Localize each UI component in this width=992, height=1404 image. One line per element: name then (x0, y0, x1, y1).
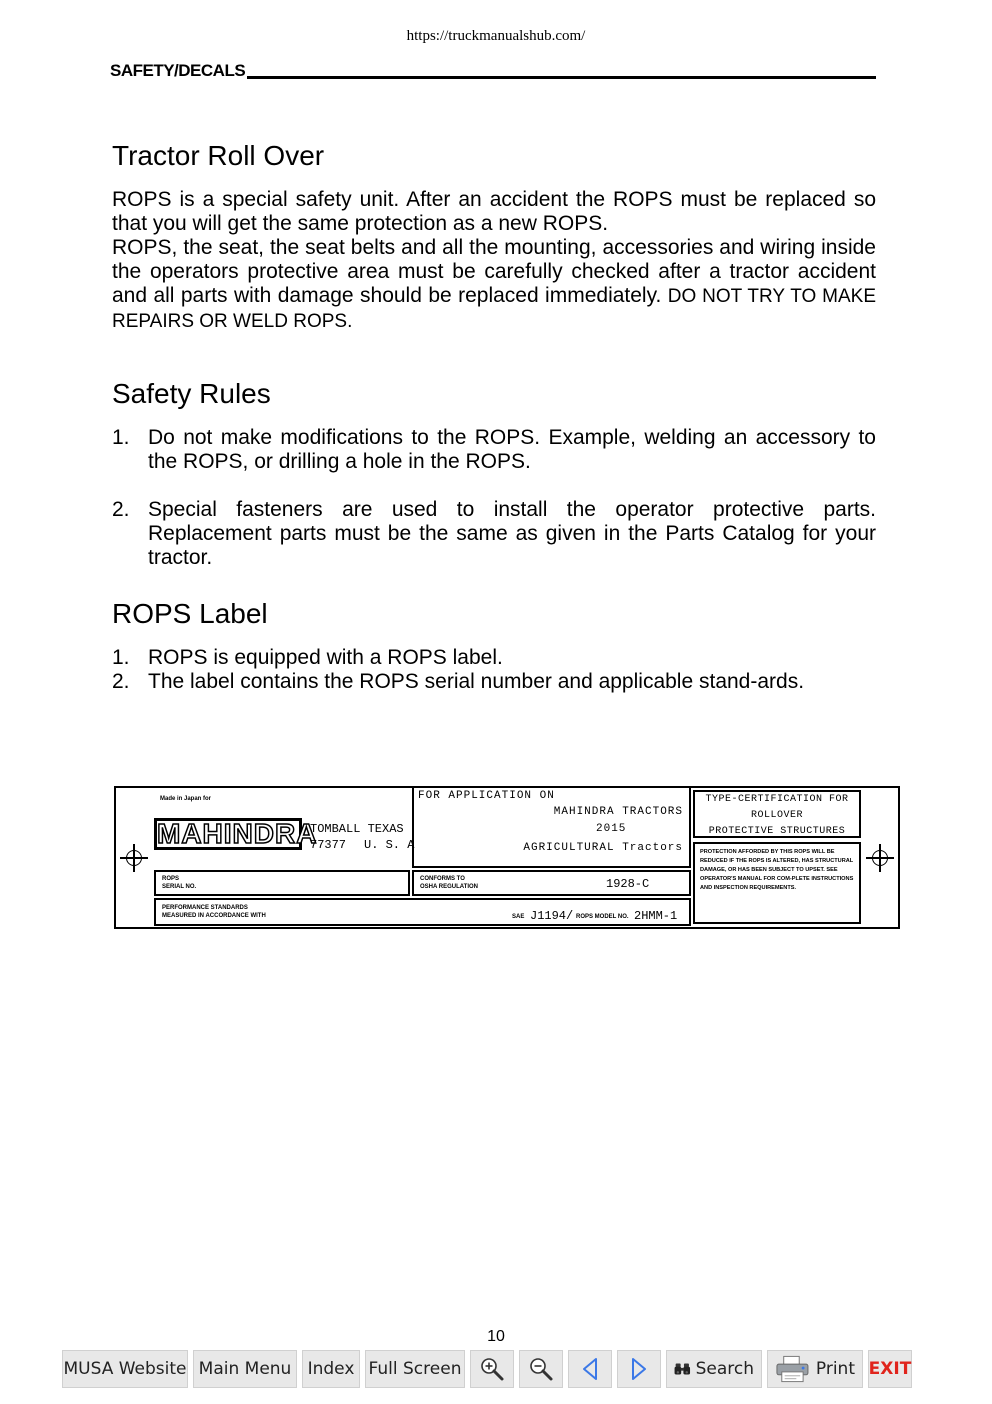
list-number: 2. (112, 670, 130, 693)
running-header-title: SAFETY/DECALS (110, 61, 246, 80)
next-page-button[interactable] (617, 1350, 661, 1388)
page-content (112, 140, 876, 738)
zoom-in-button[interactable] (470, 1350, 514, 1388)
osha-label: OSHA REGULATION (420, 884, 478, 890)
list-item (112, 646, 876, 670)
binoculars-icon (674, 1357, 691, 1381)
list-number: 1. (112, 646, 130, 669)
rops-label-illustration (114, 786, 900, 929)
country-text: U. S. A (364, 838, 415, 852)
performance-label: MEASURED IN ACCORDANCE WITH (162, 913, 266, 919)
serial-box (154, 870, 410, 896)
search-button[interactable] (666, 1350, 762, 1388)
list-item (112, 670, 876, 694)
section-rollover (112, 140, 876, 334)
application-header: FOR APPLICATION ON (418, 790, 555, 802)
zoom-out-icon (528, 1356, 554, 1382)
sae-label: SAE (512, 914, 525, 920)
header-rule (247, 76, 876, 79)
section-rops-label (112, 598, 876, 694)
section-title: Safety Rules (112, 378, 271, 409)
crosshair-icon (120, 844, 148, 872)
running-header (110, 60, 876, 80)
full-screen-button[interactable]: Full Screen (365, 1350, 465, 1388)
crosshair-icon (866, 844, 894, 872)
serial-label: ROPS (162, 876, 180, 882)
exit-button[interactable]: EXIT (868, 1350, 912, 1388)
zip-text: 77377 (310, 838, 347, 852)
previous-page-button[interactable] (568, 1350, 612, 1388)
list-number: 1. (112, 426, 130, 449)
print-button[interactable] (767, 1350, 863, 1388)
made-in-text: Made in Japan for (160, 796, 212, 802)
zoom-in-icon (479, 1356, 505, 1382)
warning-text: DO NOT TRY TO MAKE REPAIRS OR WELD ROPS. (112, 286, 876, 332)
model-value: 2HMM-1 (634, 909, 678, 923)
performance-box (154, 898, 691, 926)
zoom-out-button[interactable] (519, 1350, 563, 1388)
osha-label: CONFORMS TO (420, 876, 465, 882)
list-text: Special fasteners are used to install the operator protective parts. Replacement parts must be the same as given in the Parts Catalog for your tractor. (148, 498, 876, 569)
type-cert-box (693, 790, 861, 838)
list-text: ROPS is equipped with a ROPS label. (148, 646, 503, 669)
serial-label: SERIAL NO. (162, 884, 197, 890)
paragraph-text: ROPS, the seat, the seat belts and all the mounting, accessories and wiring inside the operators protective area must be carefully checked after a tractor accident and all parts with damage should be replaced immediately. (112, 236, 876, 307)
type-cert-line: TYPE-CERTIFICATION FOR (705, 794, 849, 805)
rules-list (112, 426, 876, 570)
type-cert-line: ROLLOVER (750, 810, 803, 821)
performance-label: PERFORMANCE STANDARDS (162, 905, 248, 911)
warning-box (693, 842, 861, 924)
osha-value: 1928-C (606, 877, 650, 891)
section-title: ROPS Label (112, 598, 268, 629)
printer-icon (775, 1355, 810, 1383)
source-url: https://truckmanualshub.com/ (406, 28, 586, 44)
list-number: 2. (112, 498, 130, 521)
mahindra-logo: MAHINDRA (154, 818, 302, 850)
bottom-nav-bar (62, 1350, 912, 1390)
city-text: TOMBALL TEXAS (310, 822, 404, 836)
application-line: AGRICULTURAL Tractors (523, 842, 683, 854)
section-title: Tractor Roll Over (112, 140, 325, 171)
triangle-right-icon (628, 1356, 650, 1382)
list-text: The label contains the ROPS serial number and applicable stand-ards. (148, 670, 805, 693)
main-menu-button[interactable]: Main Menu (193, 1350, 297, 1388)
list-item (112, 498, 876, 570)
application-line: MAHINDRA TRACTORS (553, 806, 683, 818)
page-number: 10 (487, 1328, 505, 1345)
list-item (112, 426, 876, 474)
print-label: Print (815, 1359, 855, 1379)
warning-text: PROTECTION AFFORDED BY THIS ROPS WILL BE REDUCED IF THE ROPS IS ALTERED, HAS STRUCTURAL DAMAGE, OR HAS BEEN SUBJECT TO UPSET. SEE OPERATOR'S MANUAL FOR COM-PLETE INSTRUCTIONS AND INSPECTION REQUIREMENTS. (700, 849, 854, 891)
osha-box (412, 870, 691, 896)
type-cert-line: PROTECTIVE STRUCTURES (708, 826, 846, 837)
triangle-left-icon (579, 1356, 601, 1382)
paragraph (112, 236, 876, 334)
application-line: 2015 (596, 823, 627, 835)
label-list (112, 646, 876, 694)
list-text: Do not make modifications to the ROPS. Example, welding an accessory to the ROPS, or drilling a hole in the ROPS. (148, 426, 876, 473)
paragraph: ROPS is a special safety unit. After an accident the ROPS must be replaced so that you will get the same protection as a new ROPS. (112, 188, 876, 235)
application-box (412, 786, 691, 868)
index-button[interactable]: Index (302, 1350, 360, 1388)
search-label: Search (695, 1359, 754, 1379)
model-label: ROPS MODEL NO. (576, 914, 629, 920)
sae-value: J1194/ (530, 909, 574, 923)
musa-website-button[interactable]: MUSA Website (62, 1350, 188, 1388)
section-safety-rules (112, 378, 876, 570)
